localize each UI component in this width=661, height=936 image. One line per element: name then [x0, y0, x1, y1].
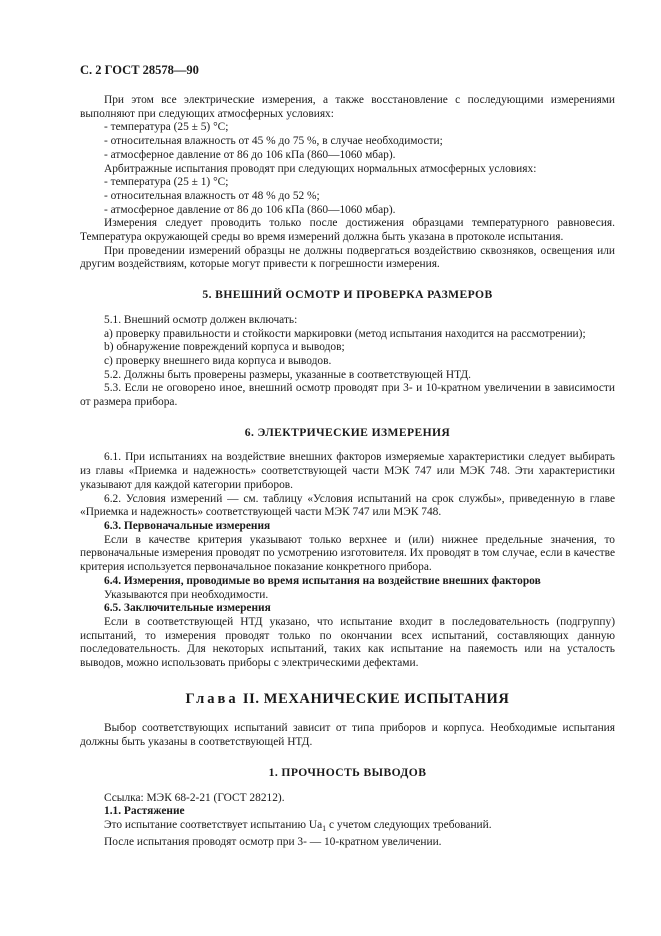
subscript: 1 [322, 823, 327, 833]
paragraph: Ссылка: МЭК 68-2-21 (ГОСТ 28212). [104, 791, 285, 804]
list-item: - атмосферное давление от 86 до 106 кПа (860—1060 мбар). [104, 203, 396, 216]
page-content [80, 94, 615, 849]
paragraph: 5.2. Должны быть проверены размеры, указанные в соответствующей НТД. [104, 368, 471, 381]
list-item: а) проверку правильности и стойкости маркировки (метод испытания находится на рассмотрении); [104, 327, 586, 340]
paragraph: Если в качестве критерия указывают только верхнее и (или) нижнее предельные значения, то первоначальные измерения проводят по усмотрению изготовителя. Их проводят в том случае, если в качестве критерия используется первоначальное показание конкретного прибора. [80, 533, 615, 574]
paragraph: 6.1. При испытаниях на воздействие внешних факторов измеряемые характеристики следует выбирать из главы «Приемка и надежность» соответствующей части МЭК 747 или МЭК 748. Эти характеристики указывают для каждой категории приборов. [80, 451, 615, 491]
list-item: - температура (25 ± 5) °С; [104, 121, 229, 134]
paragraph: Измерения следует проводить только после достижения образцами температурного равновесия. Температура окружающей среды во время измерений должна быть указана в протоколе испытания. [80, 217, 615, 244]
section-heading: 1. ПРОЧНОСТЬ ВЫВОДОВ [268, 765, 427, 779]
subsection-heading: 6.3. Первоначальные измерения [104, 519, 271, 532]
chapter-title: II. МЕХАНИЧЕСКИЕ ИСПЫТАНИЯ [242, 690, 510, 707]
list-item: - относительная влажность от 48 % до 52 %; [104, 189, 320, 202]
list-item: - относительная влажность от 45 % до 75 %, в случае необходимости; [104, 135, 443, 148]
paragraph: Выбор соответствующих испытаний зависит от типа приборов и корпуса. Необходимые испытания должны быть указаны в соответствующей НТД. [80, 722, 615, 749]
list-item: с) проверку внешнего вида корпуса и выводов. [104, 354, 332, 367]
paragraph: После испытания проводят осмотр при 3- — 10-кратном увеличении. [104, 835, 442, 848]
paragraph: Арбитражные испытания проводят при следующих нормальных атмосферных условиях: [104, 162, 537, 175]
paragraph [80, 819, 615, 836]
text-run: с учетом следующих требований. [326, 818, 492, 831]
subsection-heading: 6.5. Заключительные измерения [104, 602, 271, 615]
section-heading: 5. ВНЕШНИЙ ОСМОТР И ПРОВЕРКА РАЗМЕРОВ [202, 288, 493, 302]
paragraph: Если в соответствующей НТД указано, что испытание входит в последовательность (подгруппу) испытаний, то измерения проводят только по окончании всех испытаний, составляющих данную последовательность. Для некоторых испытаний, таких как испытание на паяемость или на усталость выводов, можно использовать приборы с электрическими дефектами. [80, 615, 615, 670]
list-item: - атмосферное давление от 86 до 106 кПа (860—1060 мбар). [104, 148, 396, 161]
paragraph: При этом все электрические измерения, а также восстановление с последующими измерениями выполняют при следующих атмосферных условиях: [80, 94, 615, 120]
list-item: - температура (25 ± 1) °С; [104, 176, 229, 189]
paragraph: При проведении измерений образцы не должны подвергаться воздействию сквозняков, освещения или другим воздействиям, которые могут привести к погрешности измерения. [80, 244, 615, 271]
paragraph: 5.3. Если не оговорено иное, внешний осмотр проводят при 3- и 10-кратном увеличении в зависимости от размера прибора. [80, 382, 615, 409]
paragraph: Указываются при необходимости. [104, 588, 269, 601]
list-item: b) обнаружение повреждений корпуса и выводов; [104, 341, 345, 354]
subsection-heading: 1.1. Растяжение [104, 805, 185, 818]
text-run: Это испытание соответствует испытанию Ua [104, 818, 323, 831]
chapter-heading [80, 690, 615, 707]
subsection-heading: 6.4. Измерения, проводимые во время испытания на воздействие внешних факторов [104, 574, 541, 587]
page-header: С. 2 ГОСТ 28578—90 [80, 63, 199, 77]
paragraph: 5.1. Внешний осмотр должен включать: [104, 313, 298, 326]
paragraph: 6.2. Условия измерений — см. таблицу «Условия испытаний на срок службы», приведенную в главе «Приемка и надежность» соответствующей части МЭК 747 или МЭК 748. [80, 492, 615, 519]
section-heading: 6. ЭЛЕКТРИЧЕСКИЕ ИЗМЕРЕНИЯ [244, 425, 451, 439]
chapter-prefix: Глава [185, 690, 239, 707]
